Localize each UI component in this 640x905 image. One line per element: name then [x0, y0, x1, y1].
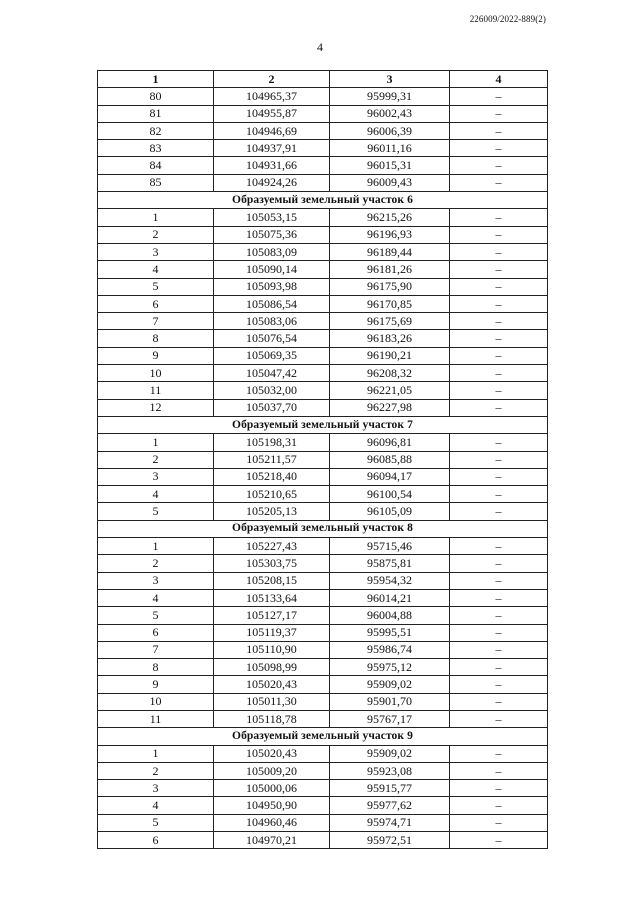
x-coordinate-cell: 105076,54	[214, 330, 330, 347]
header-row	[98, 71, 548, 88]
x-coordinate-cell: 104965,37	[214, 88, 330, 105]
remark-cell: –	[450, 676, 548, 693]
point-number-cell: 12	[98, 399, 214, 416]
table-row	[98, 105, 548, 122]
remark-cell: –	[450, 226, 548, 243]
point-number-cell: 3	[98, 780, 214, 797]
table-row	[98, 209, 548, 226]
y-coordinate-cell: 96100,54	[330, 486, 450, 503]
x-coordinate-cell: 105119,37	[214, 624, 330, 641]
remark-cell: –	[450, 295, 548, 312]
remark-cell: –	[450, 797, 548, 814]
table-row	[98, 814, 548, 831]
point-number-cell: 2	[98, 451, 214, 468]
point-number-cell: 7	[98, 313, 214, 330]
table-header	[98, 71, 548, 88]
remark-cell: –	[450, 814, 548, 831]
table-row	[98, 607, 548, 624]
table-row	[98, 572, 548, 589]
table-row	[98, 174, 548, 191]
x-coordinate-cell: 105208,15	[214, 572, 330, 589]
y-coordinate-cell: 95999,31	[330, 88, 450, 105]
x-coordinate-cell: 105090,14	[214, 261, 330, 278]
coordinates-table	[97, 70, 548, 849]
x-coordinate-cell: 104950,90	[214, 797, 330, 814]
table-row	[98, 555, 548, 572]
table-row	[98, 157, 548, 174]
y-coordinate-cell: 96170,85	[330, 295, 450, 312]
remark-cell: –	[450, 468, 548, 485]
table-row	[98, 313, 548, 330]
x-coordinate-cell: 104937,91	[214, 140, 330, 157]
y-coordinate-cell: 96014,21	[330, 589, 450, 606]
x-coordinate-cell: 105032,00	[214, 382, 330, 399]
remark-cell: –	[450, 451, 548, 468]
remark-cell: –	[450, 538, 548, 555]
remark-cell: –	[450, 624, 548, 641]
remark-cell: –	[450, 330, 548, 347]
remark-cell: –	[450, 832, 548, 849]
point-number-cell: 4	[98, 797, 214, 814]
y-coordinate-cell: 96002,43	[330, 105, 450, 122]
remark-cell: –	[450, 382, 548, 399]
x-coordinate-cell: 105000,06	[214, 780, 330, 797]
table-row	[98, 538, 548, 555]
point-number-cell: 82	[98, 122, 214, 139]
remark-cell: –	[450, 641, 548, 658]
x-coordinate-cell: 105110,90	[214, 641, 330, 658]
remark-cell: –	[450, 762, 548, 779]
point-number-cell: 85	[98, 174, 214, 191]
table-row	[98, 780, 548, 797]
remark-cell: –	[450, 589, 548, 606]
table-row	[98, 486, 548, 503]
table-row	[98, 365, 548, 382]
x-coordinate-cell: 105098,99	[214, 659, 330, 676]
y-coordinate-cell: 95875,81	[330, 555, 450, 572]
x-coordinate-cell: 105118,78	[214, 710, 330, 727]
table-row	[98, 797, 548, 814]
table-row	[98, 624, 548, 641]
y-coordinate-cell: 95977,62	[330, 797, 450, 814]
section-title: Образуемый земельный участок 7	[98, 416, 548, 433]
point-number-cell: 4	[98, 589, 214, 606]
x-coordinate-cell: 105083,06	[214, 313, 330, 330]
remark-cell: –	[450, 659, 548, 676]
table-row	[98, 710, 548, 727]
remark-cell: –	[450, 209, 548, 226]
x-coordinate-cell: 104931,66	[214, 157, 330, 174]
column-header: 4	[450, 71, 548, 88]
y-coordinate-cell: 95972,51	[330, 832, 450, 849]
remark-cell: –	[450, 434, 548, 451]
remark-cell: –	[450, 122, 548, 139]
table-row	[98, 278, 548, 295]
point-number-cell: 5	[98, 607, 214, 624]
point-number-cell: 8	[98, 330, 214, 347]
table-row	[98, 762, 548, 779]
table-row	[98, 451, 548, 468]
y-coordinate-cell: 96181,26	[330, 261, 450, 278]
point-number-cell: 10	[98, 365, 214, 382]
table-body	[98, 88, 548, 849]
remark-cell: –	[450, 105, 548, 122]
remark-cell: –	[450, 572, 548, 589]
x-coordinate-cell: 105227,43	[214, 538, 330, 555]
point-number-cell: 81	[98, 105, 214, 122]
y-coordinate-cell: 95986,74	[330, 641, 450, 658]
y-coordinate-cell: 95909,02	[330, 745, 450, 762]
y-coordinate-cell: 96175,90	[330, 278, 450, 295]
y-coordinate-cell: 96189,44	[330, 243, 450, 260]
table-row	[98, 503, 548, 520]
y-coordinate-cell: 96105,09	[330, 503, 450, 520]
table-row	[98, 832, 548, 849]
table-row	[98, 330, 548, 347]
x-coordinate-cell: 105093,98	[214, 278, 330, 295]
x-coordinate-cell: 105011,30	[214, 693, 330, 710]
y-coordinate-cell: 95767,17	[330, 710, 450, 727]
y-coordinate-cell: 96096,81	[330, 434, 450, 451]
remark-cell: –	[450, 399, 548, 416]
remark-cell: –	[450, 555, 548, 572]
y-coordinate-cell: 95995,51	[330, 624, 450, 641]
remark-cell: –	[450, 313, 548, 330]
remark-cell: –	[450, 88, 548, 105]
y-coordinate-cell: 96175,69	[330, 313, 450, 330]
remark-cell: –	[450, 486, 548, 503]
y-coordinate-cell: 96009,43	[330, 174, 450, 191]
point-number-cell: 7	[98, 641, 214, 658]
table-row	[98, 589, 548, 606]
point-number-cell: 1	[98, 538, 214, 555]
table-row	[98, 243, 548, 260]
table-row	[98, 261, 548, 278]
remark-cell: –	[450, 607, 548, 624]
page-number: 4	[317, 40, 323, 54]
y-coordinate-cell: 95954,32	[330, 572, 450, 589]
remark-cell: –	[450, 140, 548, 157]
point-number-cell: 1	[98, 434, 214, 451]
table-row	[98, 382, 548, 399]
point-number-cell: 80	[98, 88, 214, 105]
x-coordinate-cell: 104960,46	[214, 814, 330, 831]
point-number-cell: 84	[98, 157, 214, 174]
point-number-cell: 9	[98, 676, 214, 693]
table-row	[98, 434, 548, 451]
section-title: Образуемый земельный участок 8	[98, 520, 548, 537]
column-header: 3	[330, 71, 450, 88]
table-row	[98, 693, 548, 710]
y-coordinate-cell: 95909,02	[330, 676, 450, 693]
point-number-cell: 2	[98, 555, 214, 572]
remark-cell: –	[450, 278, 548, 295]
x-coordinate-cell: 105198,31	[214, 434, 330, 451]
point-number-cell: 4	[98, 261, 214, 278]
point-number-cell: 2	[98, 762, 214, 779]
y-coordinate-cell: 95974,71	[330, 814, 450, 831]
point-number-cell: 10	[98, 693, 214, 710]
remark-cell: –	[450, 365, 548, 382]
x-coordinate-cell: 105020,43	[214, 676, 330, 693]
x-coordinate-cell: 105086,54	[214, 295, 330, 312]
section-row	[98, 728, 548, 745]
x-coordinate-cell: 104970,21	[214, 832, 330, 849]
y-coordinate-cell: 96190,21	[330, 347, 450, 364]
remark-cell: –	[450, 503, 548, 520]
table-row	[98, 347, 548, 364]
section-row	[98, 416, 548, 433]
y-coordinate-cell: 96015,31	[330, 157, 450, 174]
x-coordinate-cell: 105210,65	[214, 486, 330, 503]
x-coordinate-cell: 105075,36	[214, 226, 330, 243]
x-coordinate-cell: 105083,09	[214, 243, 330, 260]
y-coordinate-cell: 96221,05	[330, 382, 450, 399]
point-number-cell: 6	[98, 624, 214, 641]
y-coordinate-cell: 96011,16	[330, 140, 450, 157]
point-number-cell: 1	[98, 209, 214, 226]
y-coordinate-cell: 96215,26	[330, 209, 450, 226]
remark-cell: –	[450, 780, 548, 797]
table-row	[98, 745, 548, 762]
x-coordinate-cell: 105069,35	[214, 347, 330, 364]
column-header: 1	[98, 71, 214, 88]
y-coordinate-cell: 95975,12	[330, 659, 450, 676]
point-number-cell: 3	[98, 468, 214, 485]
point-number-cell: 5	[98, 278, 214, 295]
point-number-cell: 6	[98, 832, 214, 849]
point-number-cell: 4	[98, 486, 214, 503]
x-coordinate-cell: 105009,20	[214, 762, 330, 779]
point-number-cell: 11	[98, 710, 214, 727]
y-coordinate-cell: 95715,46	[330, 538, 450, 555]
point-number-cell: 5	[98, 814, 214, 831]
table-row	[98, 641, 548, 658]
point-number-cell: 1	[98, 745, 214, 762]
table-row	[98, 468, 548, 485]
section-title: Образуемый земельный участок 9	[98, 728, 548, 745]
point-number-cell: 8	[98, 659, 214, 676]
x-coordinate-cell: 105047,42	[214, 365, 330, 382]
table-row	[98, 226, 548, 243]
section-title: Образуемый земельный участок 6	[98, 192, 548, 209]
point-number-cell: 83	[98, 140, 214, 157]
x-coordinate-cell: 105037,70	[214, 399, 330, 416]
point-number-cell: 11	[98, 382, 214, 399]
table-row	[98, 88, 548, 105]
point-number-cell: 9	[98, 347, 214, 364]
x-coordinate-cell: 105205,13	[214, 503, 330, 520]
y-coordinate-cell: 96004,88	[330, 607, 450, 624]
table-row	[98, 399, 548, 416]
point-number-cell: 3	[98, 243, 214, 260]
x-coordinate-cell: 105218,40	[214, 468, 330, 485]
x-coordinate-cell: 105020,43	[214, 745, 330, 762]
table-row	[98, 140, 548, 157]
point-number-cell: 6	[98, 295, 214, 312]
remark-cell: –	[450, 261, 548, 278]
table-row	[98, 122, 548, 139]
y-coordinate-cell: 96094,17	[330, 468, 450, 485]
remark-cell: –	[450, 710, 548, 727]
y-coordinate-cell: 96227,98	[330, 399, 450, 416]
x-coordinate-cell: 105133,64	[214, 589, 330, 606]
y-coordinate-cell: 96183,26	[330, 330, 450, 347]
x-coordinate-cell: 104955,87	[214, 105, 330, 122]
x-coordinate-cell: 105303,75	[214, 555, 330, 572]
y-coordinate-cell: 96208,32	[330, 365, 450, 382]
remark-cell: –	[450, 174, 548, 191]
table-row	[98, 659, 548, 676]
remark-cell: –	[450, 693, 548, 710]
x-coordinate-cell: 105053,15	[214, 209, 330, 226]
y-coordinate-cell: 95915,77	[330, 780, 450, 797]
y-coordinate-cell: 96085,88	[330, 451, 450, 468]
section-row	[98, 520, 548, 537]
y-coordinate-cell: 95923,08	[330, 762, 450, 779]
remark-cell: –	[450, 745, 548, 762]
remark-cell: –	[450, 347, 548, 364]
remark-cell: –	[450, 157, 548, 174]
document-number: 226009/2022-889(2)	[469, 14, 546, 24]
point-number-cell: 2	[98, 226, 214, 243]
point-number-cell: 3	[98, 572, 214, 589]
section-row	[98, 192, 548, 209]
x-coordinate-cell: 104924,26	[214, 174, 330, 191]
table-row	[98, 676, 548, 693]
x-coordinate-cell: 104946,69	[214, 122, 330, 139]
y-coordinate-cell: 95901,70	[330, 693, 450, 710]
y-coordinate-cell: 96006,39	[330, 122, 450, 139]
y-coordinate-cell: 96196,93	[330, 226, 450, 243]
x-coordinate-cell: 105127,17	[214, 607, 330, 624]
remark-cell: –	[450, 243, 548, 260]
table-row	[98, 295, 548, 312]
column-header: 2	[214, 71, 330, 88]
x-coordinate-cell: 105211,57	[214, 451, 330, 468]
point-number-cell: 5	[98, 503, 214, 520]
